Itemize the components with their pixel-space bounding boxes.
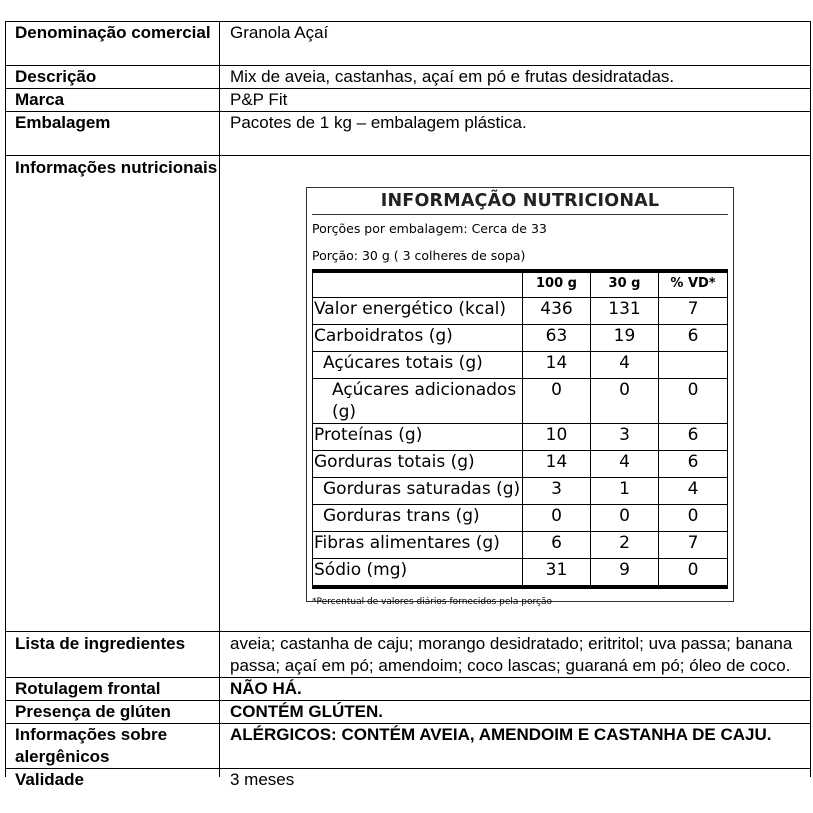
row-denominacao (6, 22, 811, 66)
nutrient-vd: 6 (659, 325, 728, 352)
nutrition-row (313, 424, 728, 451)
nutrient-name: Proteínas (g) (313, 424, 523, 451)
nutrient-vd: 0 (659, 559, 728, 588)
label-nutricionais: Informações nutricionais (6, 156, 220, 632)
nutrient-vd: 0 (659, 505, 728, 532)
label-embalagem: Embalagem (6, 112, 220, 156)
value-descricao: Mix de aveia, castanhas, açaí em pó e frutas desidratadas. (220, 66, 811, 89)
value-rotulagem: NÃO HÁ. (220, 678, 811, 701)
nutrient-name: Sódio (mg) (313, 559, 523, 588)
header-vd: % VD* (659, 271, 728, 298)
label-validade (6, 769, 220, 789)
nutrient-name: Gorduras trans (g) (313, 505, 523, 532)
nutrition-footnote: *Percentual de valores diários fornecidos pela porção (312, 597, 552, 607)
value-denominacao: Granola Açaí (220, 22, 811, 66)
nutrient-per100: 10 (523, 424, 591, 451)
label-ingredientes: Lista de ingredientes (6, 632, 220, 678)
nutrient-per100: 31 (523, 559, 591, 588)
header-100g: 100 g (523, 271, 591, 298)
nutrient-vd: 0 (659, 379, 728, 424)
nutrient-per100: 3 (523, 478, 591, 505)
value-alergenicos: ALÉRGICOS: CONTÉM AVEIA, AMENDOIM E CASTANHA DE CAJU. (220, 724, 811, 769)
nutrient-per100: 14 (523, 352, 591, 379)
nutrient-per100: 0 (523, 505, 591, 532)
nutrient-name: Carboidratos (g) (313, 325, 523, 352)
label-alergenicos: Informações sobre alergênicos (6, 724, 220, 769)
value-gluten: CONTÉM GLÚTEN. (220, 701, 811, 724)
nutrient-name: Fibras alimentares (g) (313, 532, 523, 559)
value-nutricionais (220, 156, 811, 632)
nutrient-vd: 6 (659, 424, 728, 451)
nutrient-vd: 4 (659, 478, 728, 505)
nutrient-name: Gorduras totais (g) (313, 451, 523, 478)
nutrient-per100: 436 (523, 298, 591, 325)
value-validade-text: 3 meses (230, 770, 295, 789)
nutrient-name: Açúcares adicionados (g) (313, 379, 523, 424)
serving-size: Porção: 30 g ( 3 colheres de sopa) (312, 248, 526, 263)
nutrient-per30: 4 (591, 352, 659, 379)
row-validade (6, 769, 811, 778)
servings-per-package: Porções por embalagem: Cerca de 33 (312, 221, 547, 236)
nutrition-row (313, 559, 728, 588)
nutrition-row (313, 379, 728, 424)
nutrient-vd: 6 (659, 451, 728, 478)
nutrient-name: Açúcares totais (g) (313, 352, 523, 379)
nutrition-row (313, 505, 728, 532)
product-spec-table (5, 21, 811, 789)
row-rotulagem (6, 678, 811, 701)
nutrient-name: Gorduras saturadas (g) (313, 478, 523, 505)
nutrient-per30: 131 (591, 298, 659, 325)
header-30g: 30 g (591, 271, 659, 298)
nutrition-table (312, 269, 728, 589)
nutrition-row (313, 352, 728, 379)
label-descricao: Descrição (6, 66, 220, 89)
nutrition-title: INFORMAÇÃO NUTRICIONAL (312, 188, 728, 215)
nutrition-row (313, 532, 728, 559)
value-embalagem: Pacotes de 1 kg – embalagem plástica. (220, 112, 811, 156)
label-validade-text: Validade (15, 770, 84, 789)
nutrient-vd: 7 (659, 298, 728, 325)
nutrient-vd (659, 352, 728, 379)
row-alergenicos (6, 724, 811, 769)
nutrient-vd: 7 (659, 532, 728, 559)
nutrient-per30: 9 (591, 559, 659, 588)
nutrition-row (313, 451, 728, 478)
label-gluten: Presença de glúten (6, 701, 220, 724)
label-rotulagem: Rotulagem frontal (6, 678, 220, 701)
nutrient-per30: 19 (591, 325, 659, 352)
nutrient-per30: 0 (591, 505, 659, 532)
value-ingredientes: aveia; castanha de caju; morango desidratado; eritritol; uva passa; banana passa; açaí em pó; amendoim; coco lascas; guaraná em pó; óleo de coco. (220, 632, 811, 678)
row-nutricionais (6, 156, 811, 632)
nutrient-per30: 0 (591, 379, 659, 424)
row-descricao (6, 66, 811, 89)
row-gluten (6, 701, 811, 724)
nutrition-row (313, 298, 728, 325)
nutrient-per100: 63 (523, 325, 591, 352)
nutrient-per30: 2 (591, 532, 659, 559)
row-ingredientes (6, 632, 811, 678)
row-embalagem (6, 112, 811, 156)
nutrient-per30: 4 (591, 451, 659, 478)
header-nutrient (313, 271, 523, 298)
value-marca: P&P Fit (220, 89, 811, 112)
nutrient-per100: 0 (523, 379, 591, 424)
value-validade (220, 769, 811, 789)
nutrient-per30: 3 (591, 424, 659, 451)
label-marca: Marca (6, 89, 220, 112)
nutrition-header-row (313, 271, 728, 298)
nutrient-per100: 14 (523, 451, 591, 478)
row-marca (6, 89, 811, 112)
nutrition-facts-panel (306, 187, 734, 607)
nutrient-per100: 6 (523, 532, 591, 559)
label-denominacao: Denominação comercial (6, 22, 220, 66)
nutrient-per30: 1 (591, 478, 659, 505)
nutrient-name: Valor energético (kcal) (313, 298, 523, 325)
nutrition-row (313, 325, 728, 352)
nutrition-row (313, 478, 728, 505)
